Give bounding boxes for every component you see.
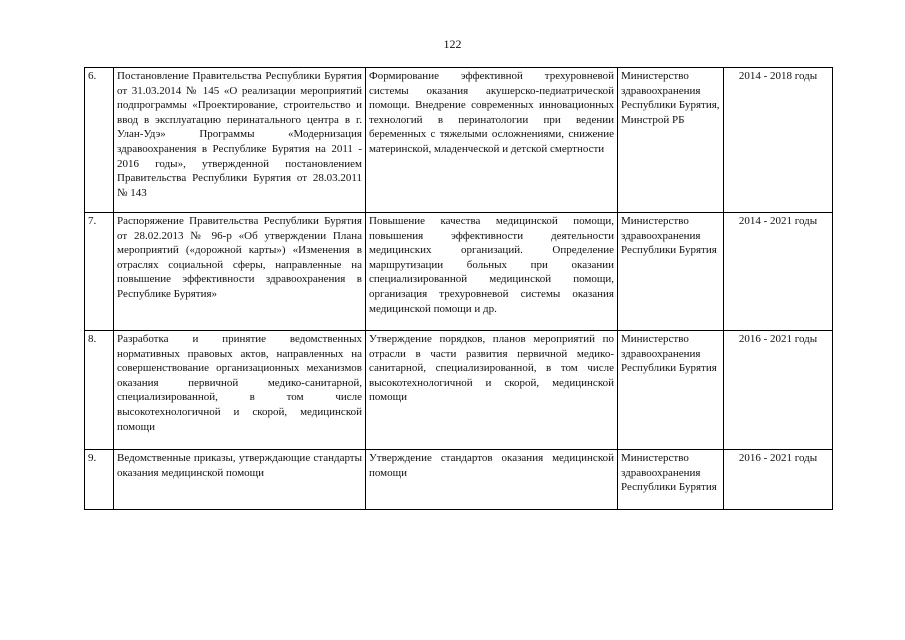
document-cell: Ведомственные приказы, утверждающие стандарты оказания медицинской помощи	[114, 450, 366, 510]
result-cell: Утверждение стандартов оказания медицинской помощи	[366, 450, 618, 510]
executor-cell: Министерство здравоохранения Республики Бурятия	[618, 331, 724, 450]
table-row	[85, 450, 833, 510]
row-number: 7.	[85, 213, 114, 331]
table-row	[85, 213, 833, 331]
table-row	[85, 68, 833, 213]
document-cell: Разработка и принятие ведомственных нормативных правовых актов, направленных на совершенствование организационных механизмов оказания первичной медико-санитарной, специализированной, в том числе высокотехнологичной и скорой, медицинской помощи	[114, 331, 366, 450]
period-cell: 2014 - 2021 годы	[724, 213, 833, 331]
row-number: 6.	[85, 68, 114, 213]
period-cell: 2016 - 2021 годы	[724, 450, 833, 510]
executor-cell: Министерство здравоохранения Республики Бурятия, Минстрой РБ	[618, 68, 724, 213]
executor-cell: Министерство здравоохранения Республики Бурятия	[618, 450, 724, 510]
document-cell: Постановление Правительства Республики Бурятия от 31.03.2014 № 145 «О реализации мероприятий подпрограммы «Проектирование, строительство и ввод в эксплуатацию перинатального центра в г. Улан-Удэ» Программы «Модернизация здравоохранения в Республике Бурятия на 2011 - 2016 годы», утвержденной постановлением Правительства Республики Бурятия от 28.03.2011 № 143	[114, 68, 366, 213]
measures-table	[84, 67, 833, 510]
document-cell: Распоряжение Правительства Республики Бурятия от 28.02.2013 № 96-р «Об утверждении Плана мероприятий («дорожной карты») «Изменения в отраслях социальной сферы, направленные на повышение эффективности здравоохранения в Республике Бурятия»	[114, 213, 366, 331]
table-row	[85, 331, 833, 450]
page-number: 122	[443, 37, 462, 51]
result-cell: Формирование эффективной трехуровневой системы оказания акушерско-педиатрической помощи. Внедрение современных инновационных технологий в перинатологии при ведении беременных с тяжелыми осложнениями, снижение материнской, младенческой и детской смертности	[366, 68, 618, 213]
result-cell: Повышение качества медицинской помощи, повышения эффективности деятельности медицинских организаций. Определение маршрутизации больных при оказании специализированной медицинской помощи, организация трехуровневой системы оказания медицинской помощи и др.	[366, 213, 618, 331]
period-cell: 2014 - 2018 годы	[724, 68, 833, 213]
row-number: 9.	[85, 450, 114, 510]
period-cell: 2016 - 2021 годы	[724, 331, 833, 450]
row-number: 8.	[85, 331, 114, 450]
executor-cell: Министерство здравоохранения Республики Бурятия	[618, 213, 724, 331]
result-cell: Утверждение порядков, планов мероприятий по отрасли в части развития первичной медико-санитарной, специализированной, в том числе высокотехнологичной и скорой, медицинской помощи	[366, 331, 618, 450]
